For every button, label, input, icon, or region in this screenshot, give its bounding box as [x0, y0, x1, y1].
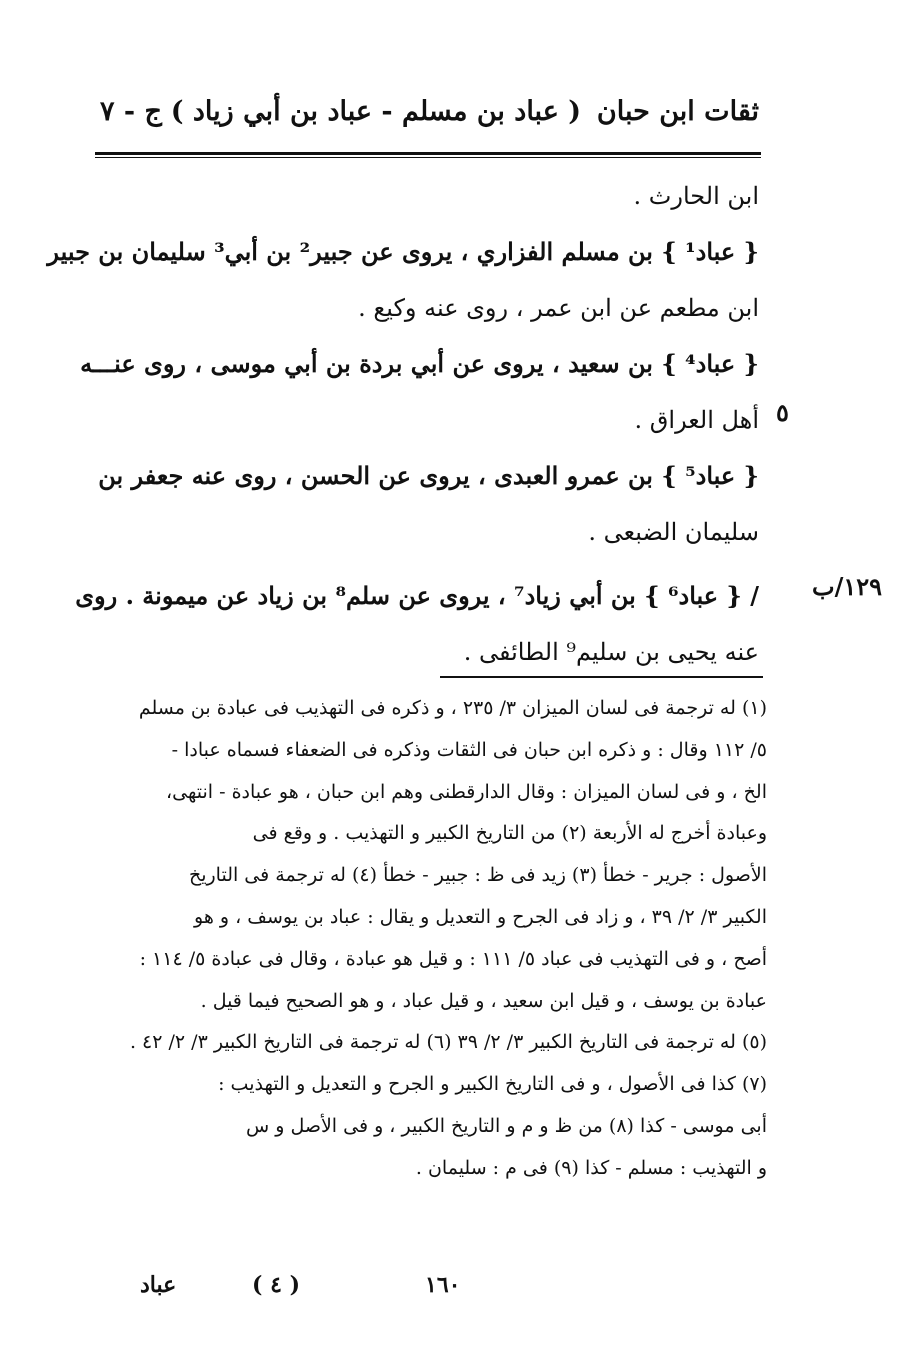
footnote-line: وعبادة أخرج له الأربعة (٢) من التاريخ الكبير و التهذيب . و وقع فى — [252, 822, 767, 845]
text-line: / { عباد⁶ } بن أبي زياد⁷ ، يروى عن سلم⁸ بن زياد عن ميمونة . روى — [75, 581, 759, 610]
running-head-volume: ج - ٧ — [100, 96, 162, 127]
main-text — [47, 168, 759, 680]
header-rule — [95, 152, 761, 155]
text-line: ابن الحارث . — [633, 182, 759, 210]
footnote-line: أصح ، و فى التهذيب فى عباد ٥/ ١١١ : و قيل هو عبادة ، وقال فى عبادة ٥/ ١١٤ : — [139, 947, 767, 970]
signature-mark: ( ٤ ) — [252, 1272, 300, 1298]
text-line: سليمان الضبعى . — [588, 518, 759, 546]
catchword: عباد — [140, 1272, 177, 1298]
margin-line-number: ٥ — [776, 398, 789, 427]
running-head-section-title: ( عباد بن مسلم - عباد بن أبي زياد ) — [170, 96, 581, 127]
text-line: ابن مطعم عن ابن عمر ، روى عنه وكيع . — [358, 294, 759, 322]
margin-folio-reference: ١٢٩/ب — [812, 572, 883, 601]
text-line: { عباد¹ } بن مسلم الفزاري ، يروى عن جبير² بن أبي³ سليمان بن جبير — [47, 237, 759, 266]
footnotes — [108, 688, 767, 1190]
text-line: عنه يحيى بن سليم⁹ الطائفى . — [463, 638, 759, 666]
text-line: { عباد⁴ } بن سعيد ، يروى عن أبي بردة بن أبي موسى ، روى عنـــه — [80, 349, 759, 378]
footnote-line: (٥) له ترجمة فى التاريخ الكبير ٣/ ٢/ ٣٩ (٦) له ترجمة فى التاريخ الكبير ٣/ ٢/ ٤٢ . — [129, 1031, 767, 1054]
footnote-separator — [440, 676, 763, 678]
page-number: ١٦٠ — [425, 1272, 461, 1298]
running-head-book-title: ثقات ابن حبان — [596, 96, 759, 127]
footnote-line: أبى موسى - كذا (٨) من ظ و م و التاريخ الكبير ، و فى الأصل و س — [246, 1114, 767, 1137]
footnote-line: و التهذيب : مسلم - كذا (٩) فى م : سليمان . — [415, 1156, 767, 1179]
footnote-line: الأصول : جرير - خطأ (٣) زيد فى ظ : جبير - خطأ (٤) له ترجمة فى التاريخ — [188, 864, 767, 887]
footnote-line: (١) له ترجمة فى لسان الميزان ٣/ ٢٣٥ ، و ذكره فى التهذيب فى عبادة بن مسلم — [138, 697, 767, 719]
footnote-line: الكبير ٣/ ٢/ ٣٩ ، و زاد فى الجرح و التعديل و يقال : عباد بن يوسف ، و هو — [194, 905, 767, 928]
text-line: أهل العراق . — [634, 406, 759, 434]
footnote-line: الخ ، و فى لسان الميزان : وقال الدارقطنى وهم ابن حبان ، هو عبادة - انتهى، — [166, 780, 767, 803]
footnote-line: (٧) كذا فى الأصول ، و فى التاريخ الكبير و الجرح و التعديل و التهذيب : — [218, 1073, 767, 1096]
footnote-line: عبادة بن يوسف ، و قيل ابن سعيد ، و قيل عباد ، و هو الصحيح فيما قيل . — [200, 989, 767, 1012]
text-line: { عباد⁵ } بن عمرو العبدى ، يروى عن الحسن ، روى عنه جعفر بن — [98, 461, 759, 490]
header-rule-thin — [95, 157, 761, 158]
footnote-line: ٥/ ١١٢ وقال : و ذكره ابن حبان فى الثقات وذكره فى الضعفاء فسماه عبادا - — [171, 738, 767, 761]
